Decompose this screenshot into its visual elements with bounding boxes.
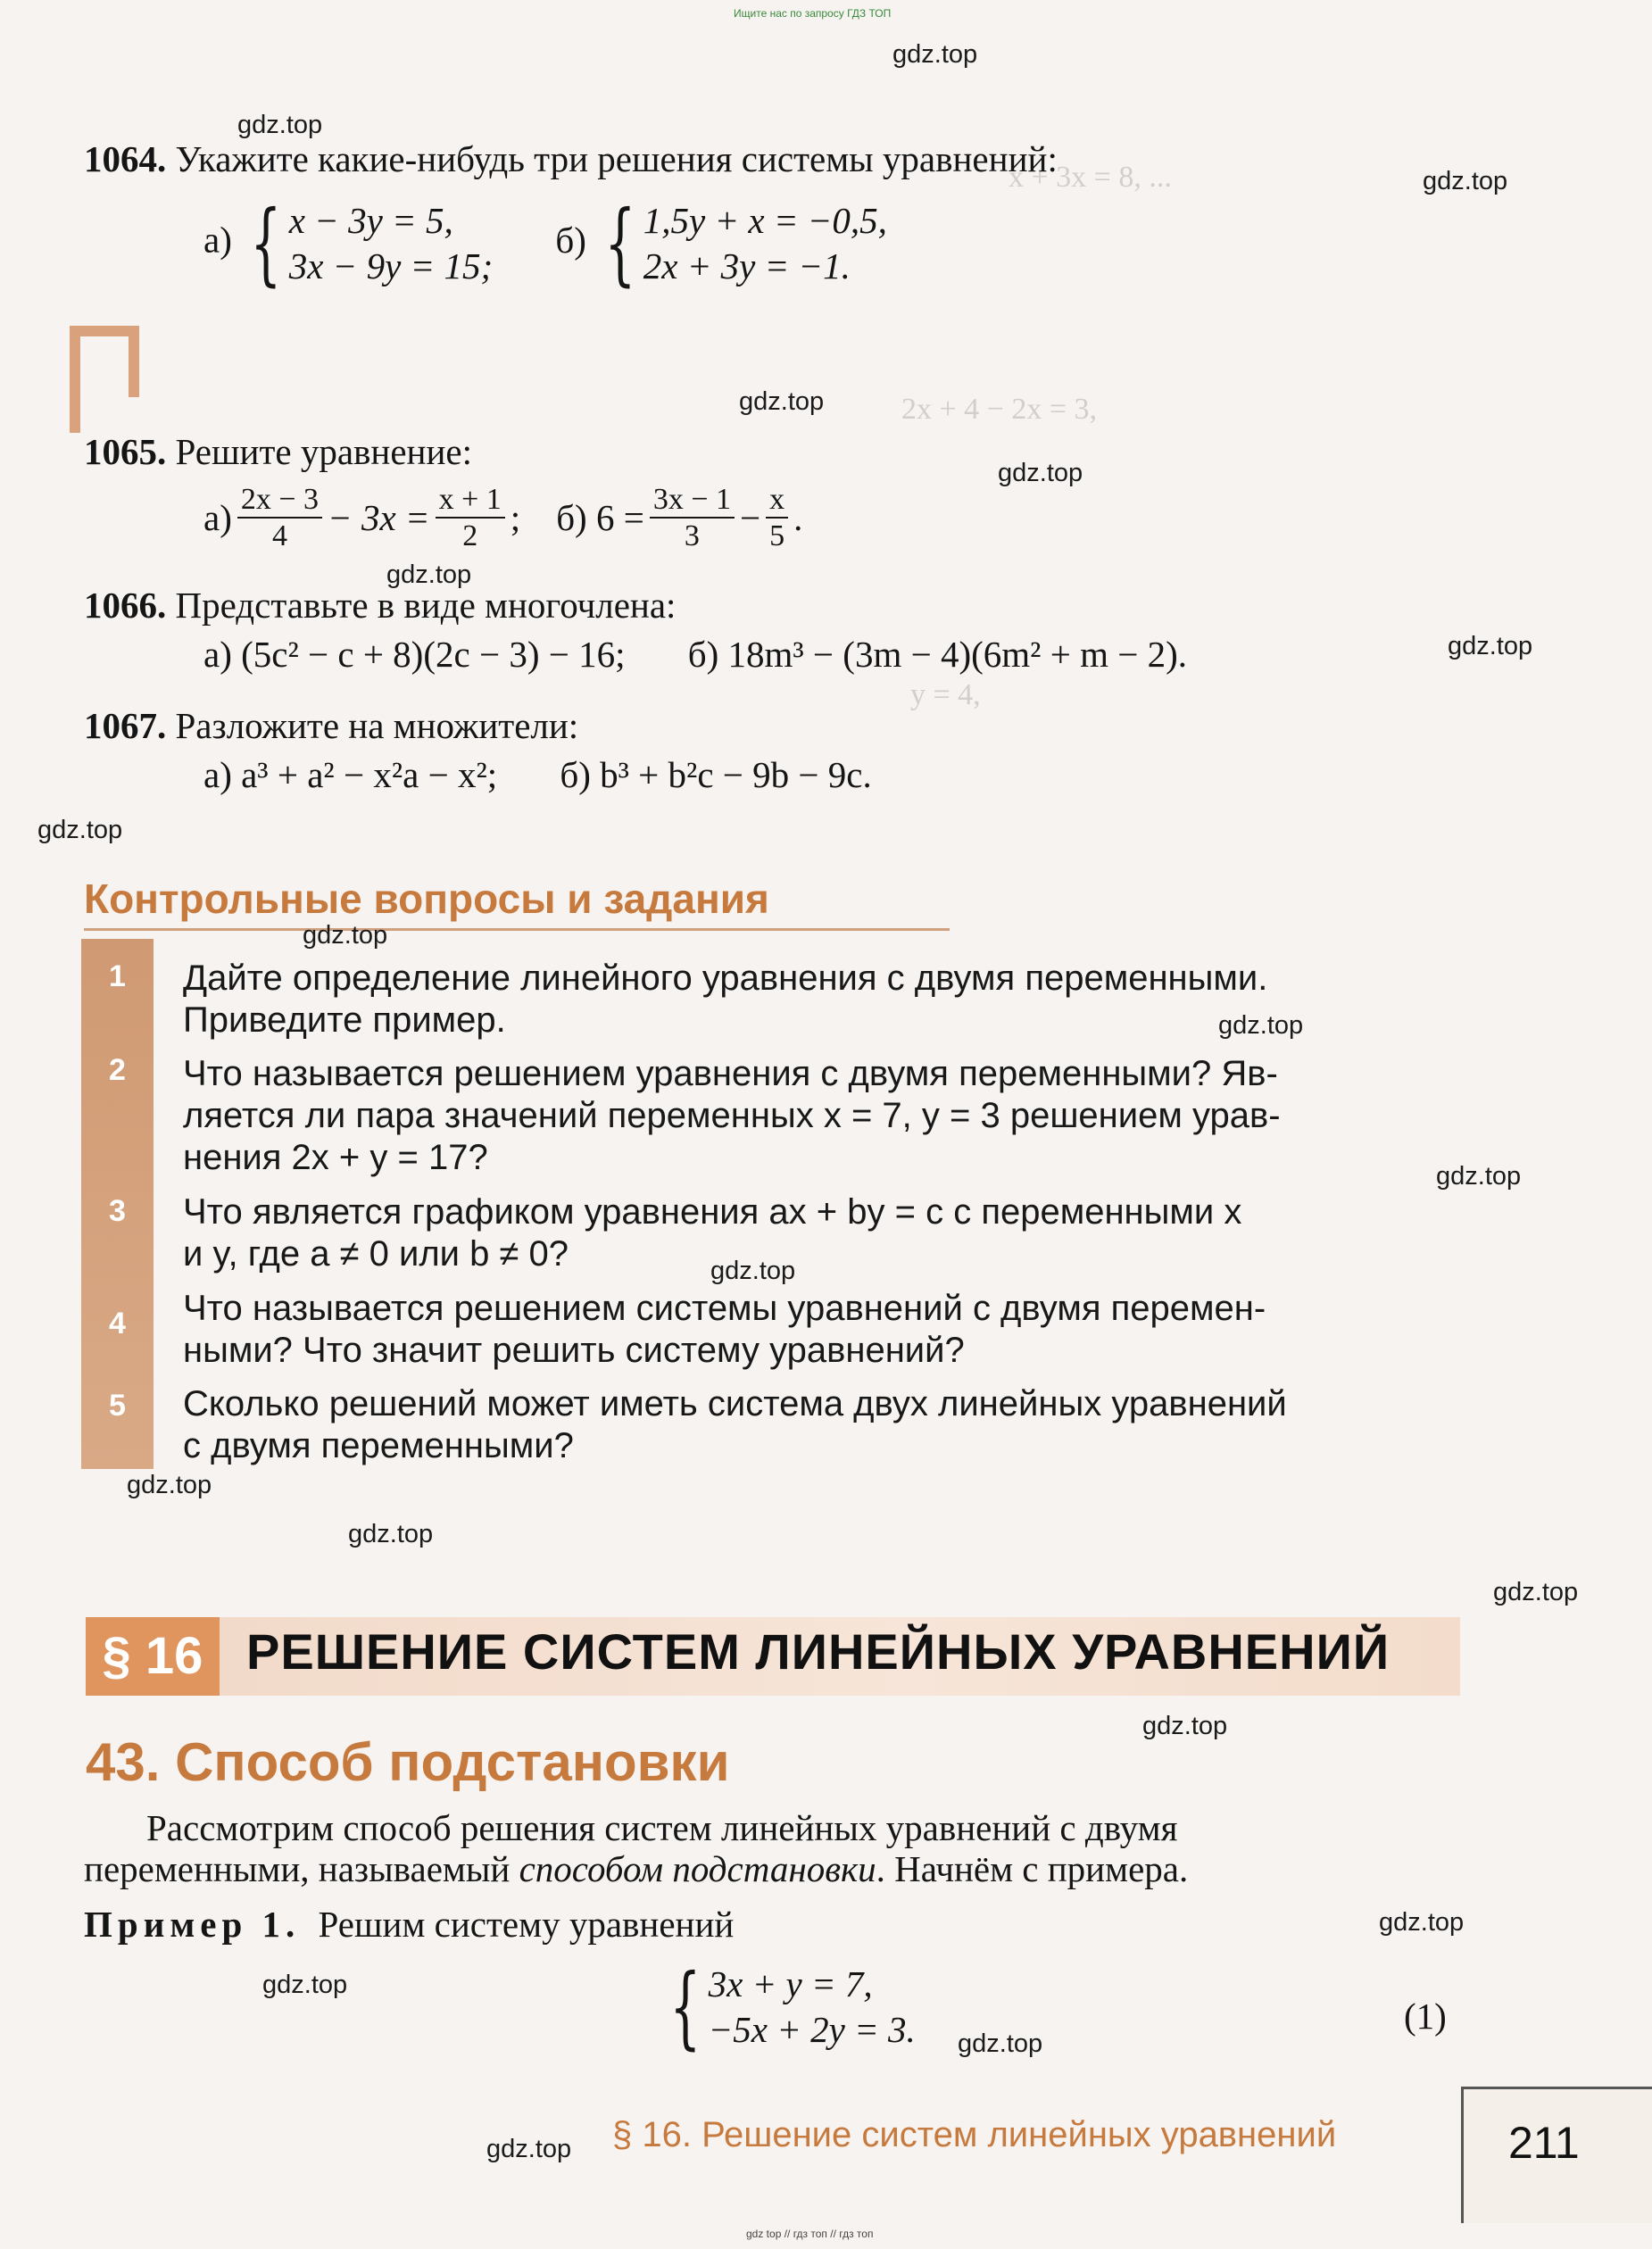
question-number: 4 — [109, 1307, 126, 1340]
watermark: gdz.top — [348, 1520, 434, 1548]
running-title: § 16. Решение систем линейных уравнений — [612, 2115, 1337, 2154]
example-line: Пример 1. Решим систему уравнений — [84, 1904, 735, 1945]
paragraph-title: РЕШЕНИЕ СИСТЕМ ЛИНЕЙНЫХ УРАВНЕНИЙ — [246, 1623, 1391, 1680]
question-3: Что является графиком уравнения ax + by = c с переменными x и y, где a ≠ 0 или b ≠ 0? — [183, 1192, 1242, 1274]
watermark: gdz.top — [237, 111, 323, 139]
exercise-1066-heading: 1066. Представьте в виде многочлена: — [84, 585, 677, 626]
system-tag: (1) — [1404, 1996, 1447, 2037]
watermark: gdz.top — [1218, 1011, 1304, 1040]
watermark: gdz.top — [1448, 632, 1533, 660]
watermark: gdz.top — [710, 1257, 796, 1285]
section-title: 43. Способ подстановки — [86, 1732, 730, 1792]
watermark: gdz.top — [1493, 1578, 1579, 1606]
intro-line-2: переменными, называемый способом подстановки. Начнём с примера. — [84, 1848, 1189, 1889]
watermark: gdz.top — [127, 1471, 212, 1499]
watermark: gdz.top — [486, 2135, 572, 2163]
watermark: gdz.top — [37, 816, 123, 844]
intro-line-1: Рассмотрим способ решения систем линейных уравнений с двумя — [146, 1807, 1178, 1848]
exercise-1065-heading: 1065. Решите уравнение: — [84, 431, 473, 472]
watermark: gdz.top — [1142, 1712, 1228, 1740]
question-2: Что называется решением уравнения с двумя переменными? Яв- ляется ли пара значений переменных x = 7, y = 3 решением урав- нения 2x + y = 17? — [183, 1054, 1281, 1177]
question-number: 5 — [109, 1389, 126, 1423]
watermark: gdz.top — [1423, 167, 1508, 195]
control-questions-title: Контрольные вопросы и задания — [84, 876, 769, 922]
brace-icon: { — [604, 191, 636, 296]
question-5: Сколько решений может иметь система двух линейных уравнений с двумя переменными? — [183, 1384, 1287, 1465]
question-number: 2 — [109, 1053, 126, 1087]
watermark: gdz.top — [1379, 1908, 1465, 1937]
paragraph-badge: § 16 — [86, 1617, 220, 1696]
exercise-1064-systems: а) { x − 3y = 5, 3x − 9y = 15; б) { 1,5y + x = −0,5, 2x + 3y = −1. — [203, 191, 887, 296]
margin-mark-stem — [70, 397, 80, 433]
top-banner: Ищите нас по запросу ГДЗ ТОП — [734, 7, 892, 20]
margin-mark-inner — [86, 344, 123, 395]
watermark: gdz.top — [386, 560, 472, 589]
exercise-1066-items: а) (5c² − c + 8)(2c − 3) − 16; б) 18m³ − (3m − 4)(6m² + m − 2). — [203, 634, 1187, 675]
watermark: gdz.top — [892, 40, 978, 69]
example-system: { 3x + y = 7, −5x + 2y = 3. — [669, 1954, 916, 2060]
page-number: 211 — [1508, 2118, 1580, 2168]
watermark: gdz.top — [739, 387, 825, 416]
title-underline — [84, 928, 950, 931]
exercise-1067-heading: 1067. Разложите на множители: — [84, 705, 579, 746]
brace-icon: { — [669, 1954, 701, 2060]
watermark: gdz.top — [1436, 1162, 1522, 1191]
bottom-banner: gdz top // гдз топ // гдз топ — [746, 2228, 874, 2240]
brace-icon: { — [250, 191, 282, 296]
question-number: 1 — [109, 959, 126, 993]
watermark: gdz.top — [958, 2029, 1043, 2058]
watermark: gdz.top — [262, 1971, 348, 1999]
question-4: Что называется решением системы уравнений с двумя перемен- ными? Что значит решить систему уравнений? — [183, 1289, 1266, 1370]
question-number: 3 — [109, 1194, 126, 1228]
watermark: gdz.top — [303, 921, 388, 950]
question-1: Дайте определение линейного уравнения с двумя переменными. Приведите пример. — [183, 959, 1268, 1040]
exercise-1067-items: а) a³ + a² − x²a − x²; б) b³ + b²c − 9b − 9c. — [203, 754, 872, 795]
exercise-1065-equations: а) $\frac{2x - 3}{4}$ − 3x = $\frac{x + 1}{2}$ ; б) 6 = $\frac{3x - 1}{3}$ − $\frac{x}{5}$ . — [203, 483, 803, 553]
watermark: gdz.top — [998, 459, 1083, 487]
exercise-1064-heading: 1064. Укажите какие-нибудь три решения системы уравнений: — [84, 138, 1058, 179]
